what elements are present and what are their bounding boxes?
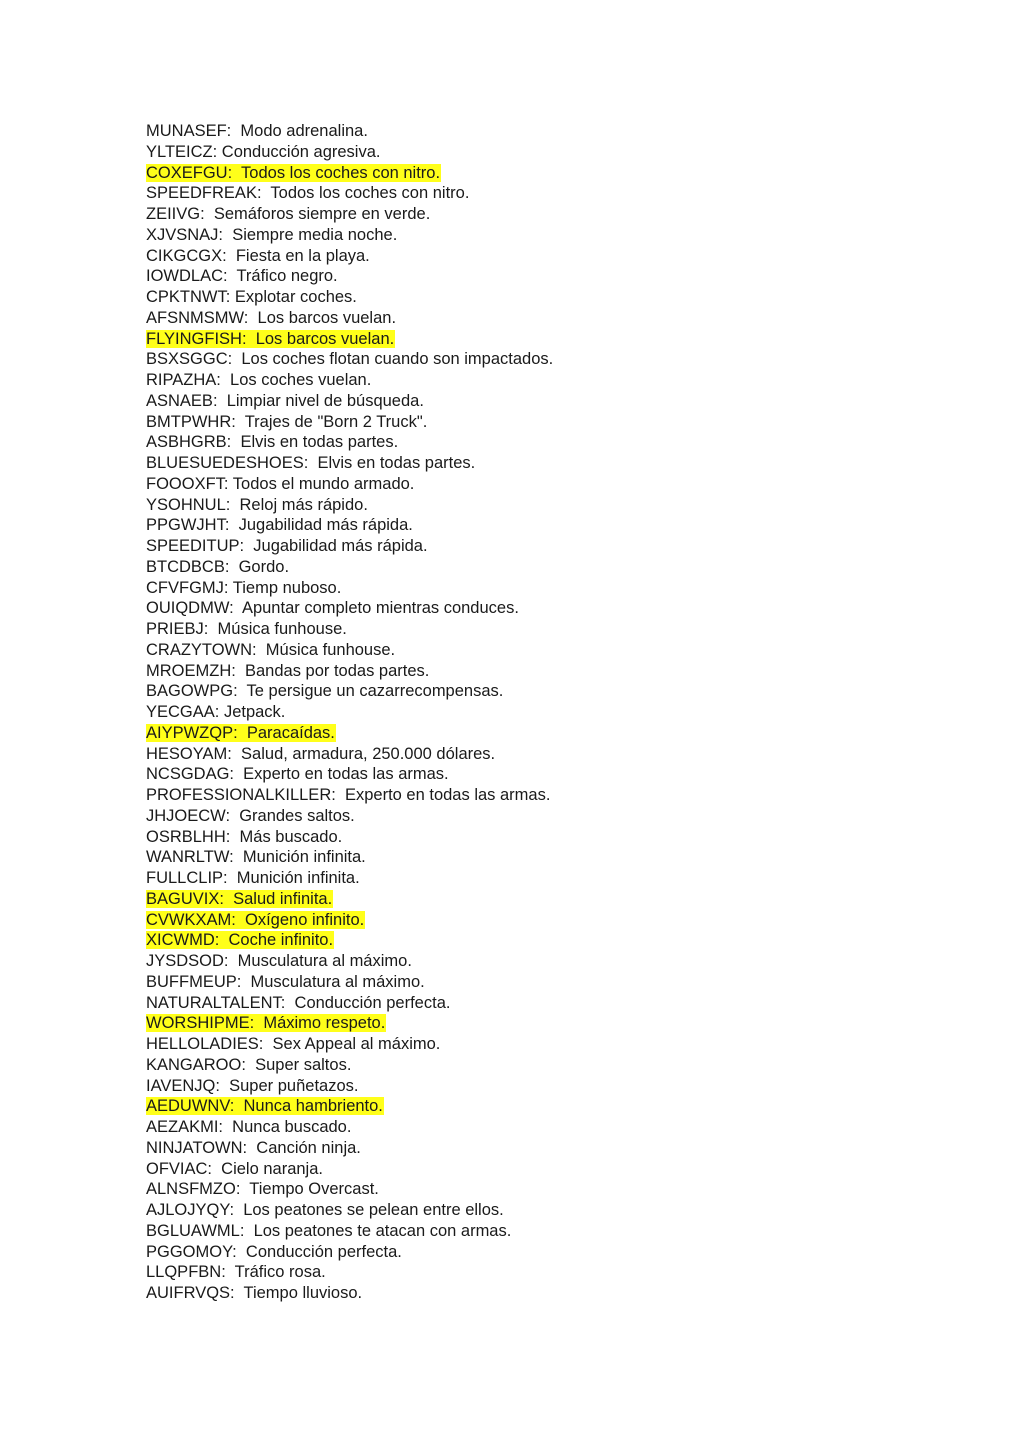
cheat-line (146, 744, 966, 765)
cheat-line-text: BUFFMEUP: Musculatura al máximo. (146, 972, 425, 991)
cheat-line (146, 785, 966, 806)
cheat-line (146, 972, 966, 993)
cheat-line-text: RIPAZHA: Los coches vuelan. (146, 371, 372, 389)
cheat-line (146, 370, 966, 391)
cheat-line-text: CIKGCGX: Fiesta en la playa. (146, 246, 370, 265)
highlighted-cheat-line (146, 163, 966, 184)
cheat-line-text: OFVIAC: Cielo naranja. (146, 1159, 323, 1178)
cheat-line (146, 1242, 966, 1263)
cheat-line-text: COXEFGU: Todos los coches con nitro. (146, 163, 441, 182)
cheat-line-text: BMTPWHR: Trajes de "Born 2 Truck". (146, 412, 428, 431)
cheat-line (146, 391, 966, 412)
cheat-line (146, 536, 966, 557)
cheat-line-text: AEDUWNV: Nunca hambriento. (146, 1097, 383, 1116)
cheat-line-text: YLTEICZ: Conducción agresiva. (146, 142, 381, 161)
cheat-line-text: WORSHIPME: Máximo respeto. (146, 1014, 386, 1033)
cheat-line (146, 412, 966, 433)
cheat-line-text: SPEEDITUP: Jugabilidad más rápida. (146, 537, 428, 555)
cheat-line (146, 204, 966, 225)
cheat-line (146, 1034, 966, 1055)
cheat-line (146, 827, 966, 848)
cheat-line (146, 142, 966, 163)
cheat-line (146, 1117, 966, 1138)
cheat-line-text: BLUESUEDESHOES: Elvis en todas partes. (146, 454, 476, 472)
cheat-line-text: HESOYAM: Salud, armadura, 250.000 dólares. (146, 744, 496, 763)
cheat-line-text: IAVENJQ: Super puñetazos. (146, 1076, 359, 1095)
cheat-line-text: PPGWJHT: Jugabilidad más rápida. (146, 516, 413, 535)
cheat-line (146, 951, 966, 972)
cheat-line-text: BSXSGGC: Los coches flotan cuando son impactados. (146, 350, 554, 369)
cheat-line (146, 495, 966, 516)
cheat-line-text: ZEIIVG: Semáforos siempre en verde. (146, 205, 431, 223)
cheat-line-text: FLYINGFISH: Los barcos vuelan. (146, 329, 395, 348)
cheat-line (146, 1179, 966, 1200)
cheat-line-text: NATURALTALENT: Conducción perfecta. (146, 993, 451, 1012)
cheat-line (146, 1283, 966, 1304)
cheat-line-text: PGGOMOY: Conducción perfecta. (146, 1242, 402, 1261)
cheat-line-text: AUIFRVQS: Tiempo lluvioso. (146, 1284, 363, 1302)
cheat-line (146, 1138, 966, 1159)
cheat-line-text: NINJATOWN: Canción ninja. (146, 1138, 361, 1157)
cheat-line (146, 266, 966, 287)
cheat-line-text: AFSNMSMW: Los barcos vuelan. (146, 308, 397, 327)
cheat-line (146, 702, 966, 723)
cheat-line (146, 515, 966, 536)
cheat-line-text: YECGAA: Jetpack. (146, 703, 286, 721)
cheat-line (146, 183, 966, 204)
cheat-line-text: MUNASEF: Modo adrenalina. (146, 122, 368, 140)
cheat-line (146, 661, 966, 682)
cheat-line (146, 764, 966, 785)
cheat-line (146, 640, 966, 661)
cheat-line-text: FULLCLIP: Munición infinita. (146, 869, 360, 887)
cheat-line-text: PROFESSIONALKILLER: Experto en todas las armas. (146, 786, 551, 804)
cheat-line-text: XJVSNAJ: Siempre media noche. (146, 225, 398, 244)
cheat-line-text: LLQPFBN: Tráfico rosa. (146, 1263, 326, 1282)
cheat-line (146, 847, 966, 868)
cheat-line (146, 619, 966, 640)
cheat-line (146, 681, 966, 702)
cheat-code-list (146, 121, 966, 1304)
cheat-line-text: NCSGDAG: Experto en todas las armas. (146, 765, 449, 784)
cheat-line-text: MROEMZH: Bandas por todas partes. (146, 661, 430, 680)
cheat-line (146, 225, 966, 246)
highlighted-cheat-line (146, 723, 966, 744)
cheat-line-text: CPKTNWT: Explotar coches. (146, 288, 357, 306)
cheat-line-text: JYSDSOD: Musculatura al máximo. (146, 952, 412, 970)
cheat-line (146, 349, 966, 370)
cheat-line-text: BAGOWPG: Te persigue un cazarrecompensas. (146, 682, 504, 701)
cheat-line-text: OSRBLHH: Más buscado. (146, 827, 343, 846)
cheat-line-text: ASBHGRB: Elvis en todas partes. (146, 433, 399, 452)
cheat-line-text: YSOHNUL: Reloj más rápido. (146, 495, 368, 514)
cheat-line (146, 557, 966, 578)
cheat-line (146, 1200, 966, 1221)
cheat-line (146, 1159, 966, 1180)
cheat-line-text: WANRLTW: Munición infinita. (146, 848, 366, 867)
cheat-line (146, 474, 966, 495)
cheat-line (146, 308, 966, 329)
cheat-line-text: CFVFGMJ: Tiemp nuboso. (146, 578, 342, 597)
cheat-line-text: IOWDLAC: Tráfico negro. (146, 267, 338, 286)
cheat-line-text: SPEEDFREAK: Todos los coches con nitro. (146, 184, 470, 203)
highlighted-cheat-line (146, 1096, 966, 1117)
highlighted-cheat-line (146, 1013, 966, 1034)
cheat-line (146, 598, 966, 619)
cheat-line-text: AIYPWZQP: Paracaídas. (146, 723, 335, 742)
cheat-line-text: HELLOLADIES: Sex Appeal al máximo. (146, 1035, 441, 1053)
cheat-line-text: ALNSFMZO: Tiempo Overcast. (146, 1180, 379, 1199)
cheat-line (146, 121, 966, 142)
cheat-line-text: ASNAEB: Limpiar nivel de búsqueda. (146, 391, 424, 410)
cheat-line-text: CVWKXAM: Oxígeno infinito. (146, 910, 365, 929)
cheat-line (146, 578, 966, 599)
cheat-line-text: BTCDBCB: Gordo. (146, 557, 290, 576)
highlighted-cheat-line (146, 930, 966, 951)
cheat-line-text: JHJOECW: Grandes saltos. (146, 806, 355, 825)
cheat-line-text: BAGUVIX: Salud infinita. (146, 889, 333, 908)
cheat-line-text: KANGAROO: Super saltos. (146, 1055, 352, 1074)
cheat-line (146, 1076, 966, 1097)
cheat-line (146, 868, 966, 889)
cheat-line (146, 453, 966, 474)
highlighted-cheat-line (146, 910, 966, 931)
cheat-line (146, 287, 966, 308)
cheat-line-text: AEZAKMI: Nunca buscado. (146, 1118, 352, 1136)
cheat-line-text: XICWMD: Coche infinito. (146, 931, 334, 950)
cheat-line (146, 246, 966, 267)
cheat-line-text: OUIQDMW: Apuntar completo mientras conduces. (146, 599, 519, 618)
cheat-line (146, 806, 966, 827)
cheat-line-text: AJLOJYQY: Los peatones se pelean entre ellos. (146, 1201, 504, 1219)
cheat-line (146, 993, 966, 1014)
cheat-line-text: PRIEBJ: Música funhouse. (146, 620, 347, 638)
cheat-line-text: BGLUAWML: Los peatones te atacan con armas. (146, 1221, 512, 1240)
cheat-line (146, 1055, 966, 1076)
cheat-line (146, 432, 966, 453)
cheat-line (146, 1262, 966, 1283)
highlighted-cheat-line (146, 329, 966, 350)
cheat-line-text: CRAZYTOWN: Música funhouse. (146, 640, 396, 659)
cheat-line (146, 1221, 966, 1242)
cheat-line-text: FOOOXFT: Todos el mundo armado. (146, 474, 415, 493)
highlighted-cheat-line (146, 889, 966, 910)
